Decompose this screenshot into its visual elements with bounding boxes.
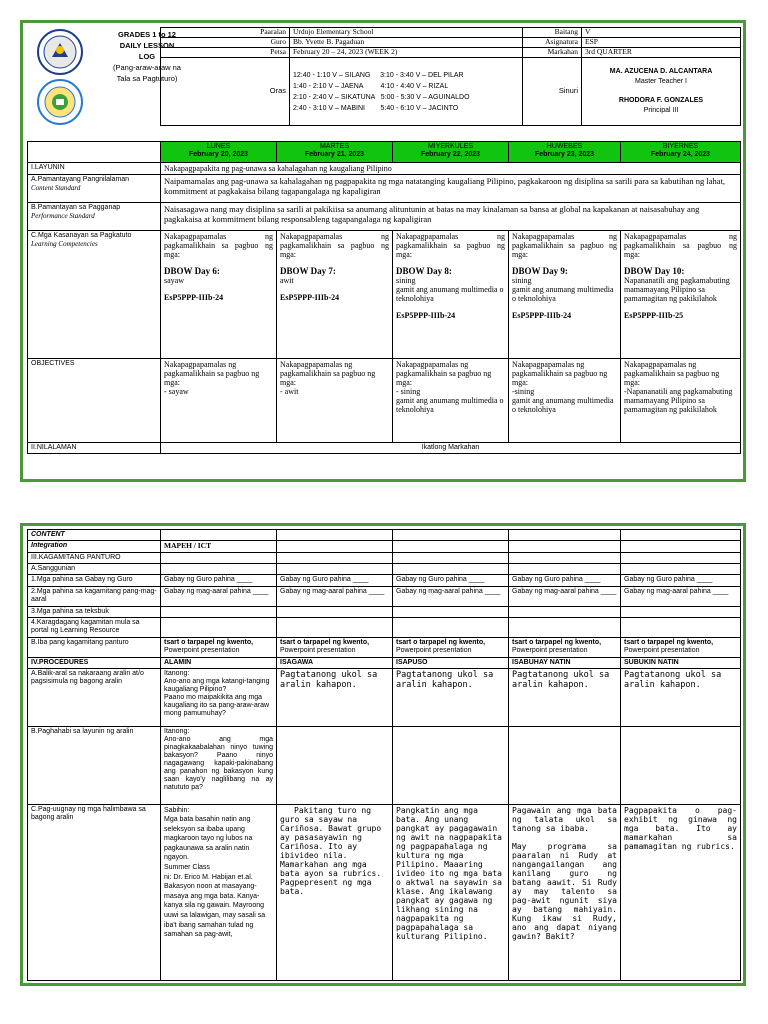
mag-aaral-label: 2.Mga pahina sa kagamitang pang-mag-aaral <box>28 586 161 606</box>
day-name: LUNES <box>206 143 231 150</box>
day-header-huwebes <box>509 142 621 163</box>
objective-cell: Nakapagpapamalas ng pagkamalikhain sa pagbuo ng mga: -Napananatili ang pagkamabuting mamamayang Pilipino sa pamamagitan ng pakikilahok <box>621 359 741 443</box>
competency-day: DBOW Day 9: <box>512 266 568 276</box>
header-info-grid <box>160 27 741 126</box>
empty-cell <box>161 563 277 574</box>
row-b-cell: Itanong: Ano-ano ang mga pinagkakaabalahan ninyo tuwing bakasyon? Paano ninyo nagagawang kapaki-pakinabang ang panahon ng bakasyon kung saan kayo'y naglilibang na ay natututo pa? <box>161 726 277 804</box>
content-standard-value: Naipamamalas ang pag-unawa sa kahalagahan ng pagpapakita ng mga natatanging kaugaliang Pilipino, pagkakaroon ng disiplina sa sarili para sa kabutihan ng lahat, kommitment at pagkakaisa bilang tagapangalaga ng kapaligiran <box>161 175 741 203</box>
empty-cell <box>161 530 277 541</box>
day-name: MARTES <box>319 143 350 150</box>
oras-line: 2:10 - 2:40 V – SIKATUNA 5:00 - 5:30 V – AGUINALDO <box>293 93 470 101</box>
row-b-cell <box>393 726 509 804</box>
guro-pahina-cell: Gabay ng Guro pahina ____ <box>277 574 393 586</box>
content-standard-label-text: A.Pamantayang Pangnilalaman <box>31 176 130 183</box>
lesson-log-page-1 <box>20 20 746 482</box>
sinuri-name-1: MA. AZUCENA D. ALCANTARA <box>609 68 713 75</box>
competency-intro: Nakapagpapamalas ng pagkamalikhain sa pagbuo ng mga: <box>512 232 617 259</box>
empty-cell <box>393 617 509 637</box>
objective-cell: Nakapagpapamalas ng pagkamalikhain sa pagbuo ng mga: - sayaw <box>161 359 277 443</box>
school-seal-icon <box>37 79 83 125</box>
empty-cell <box>509 530 621 541</box>
row-a-cell: Pagtatanong ukol sa aralin kahapon. <box>509 668 621 726</box>
sinuri-title-2: Principal III <box>643 107 679 114</box>
empty-cell <box>277 606 393 617</box>
nilalaman-value: Ikatlong Markahan <box>161 443 741 454</box>
competencies-label <box>28 231 161 359</box>
sinuri-title-1: Master Teacher I <box>634 78 687 85</box>
competency-code: EsP5PPP-IIIb-24 <box>164 293 224 302</box>
empty-cell <box>509 606 621 617</box>
objective-cell: Nakapagpapamalas ng pagkamalikhain sa pagbuo ng mga: - sining gamit ang anumang multimedia o teknolohiya <box>393 359 509 443</box>
oras-label: Oras <box>161 58 290 126</box>
content-label: CONTENT <box>28 530 161 541</box>
performance-standard-label <box>28 203 161 231</box>
objectives-label: OBJECTIVES <box>28 359 161 443</box>
layunin-label: I.LAYUNIN <box>28 163 161 175</box>
objective-cell: Nakapagpapamalas ng pagkamalikhain sa pagbuo ng mga: - awit <box>277 359 393 443</box>
guro-pahina-label: 1.Mga pahina sa Gabay ng Guro <box>28 574 161 586</box>
empty-cell <box>509 541 621 553</box>
asignatura-value: ESP <box>582 38 741 48</box>
objective-cell: Nakapagpapamalas ng pagkamalikhain sa pagbuo ng mga: -sining gamit ang anumang multimedia o teknolohiya <box>509 359 621 443</box>
row-c <box>28 804 741 980</box>
iba-pang-kagamitan-cell <box>277 637 393 657</box>
empty-cell <box>621 541 741 553</box>
row-c-label: C.Pag-uugnay ng mga halimbawa sa bagong aralin <box>28 804 161 980</box>
row-a-cell: Pagtatanong ukol sa aralin kahapon. <box>277 668 393 726</box>
row-a <box>28 668 741 726</box>
guro-pahina-cell: Gabay ng Guro pahina ____ <box>621 574 741 586</box>
competency-day: DBOW Day 8: <box>396 266 452 276</box>
iba-line-2: Powerpoint presentation <box>512 646 588 654</box>
day-header-miyerkules <box>393 142 509 163</box>
iba-pang-kagamitan-cell <box>621 637 741 657</box>
empty-cell <box>509 552 621 563</box>
iba-line-2: Powerpoint presentation <box>624 646 700 654</box>
sanggunian-label: A.Sanggunian <box>28 563 161 574</box>
phase-isabuhay-natin: ISABUHAY NATIN <box>509 657 621 668</box>
empty-cell <box>621 606 741 617</box>
teksbuk-label: 3.Mga pahina sa teksbuk <box>28 606 161 617</box>
guro-pahina-cell: Gabay ng Guro pahina ____ <box>509 574 621 586</box>
day-header-biyernes <box>621 142 741 163</box>
day-name: HUWEBES <box>546 143 583 150</box>
competency-code: EsP5PPP-IIIb-24 <box>280 293 340 302</box>
row-c-cell: Pagawain ang mga bata ng talata ukol sa tanong sa ibaba. May programa sa paaralan ni Rudy at nangangailangan ang kanilang guro ng batang aawit. Si Rudy ay may talento sa pag-awit ngunit siya ay batang mahiyain. Kung ikaw si Rudy, ano ang dapat niyang gawin? Bakit? <box>509 804 621 980</box>
day-header-martes <box>277 142 393 163</box>
layunin-value: Nakapagpapakita ng pag-unawa sa kahalagahan ng kaugaliang Pilipino <box>161 163 741 175</box>
empty-cell <box>393 606 509 617</box>
iba-line-1: tsart o tarpapel ng kwento, <box>396 638 486 646</box>
competency-cell <box>277 231 393 359</box>
row-a-cell: Itanong: Ano-ano ang mga katangi-tanging kaugaliang Pilipino? Paano mo maipakikita ang mga kaugaliang ito sa pang-araw-araw mong pamumuhay? <box>161 668 277 726</box>
objectives-row <box>28 359 741 443</box>
row-a-cell: Pagtatanong ukol sa aralin kahapon. <box>393 668 509 726</box>
competency-code: EsP5PPP-IIIb-25 <box>624 311 684 320</box>
competency-day: DBOW Day 10: <box>624 266 685 276</box>
nilalaman-label: II.NILALAMAN <box>28 443 161 454</box>
performance-standard-value: Naisasagawa nang may disiplina sa sarili at pakikiisa sa anumang alituntunin at batas na may kinalaman sa bansa at global na kapakanan at naisasabuhay ang pagkakaisa at kommitment bilang responsableng tagapangalaga ng kapaligiran <box>161 203 741 231</box>
phase-isapuso: ISAPUSO <box>393 657 509 668</box>
empty-cell <box>161 617 277 637</box>
empty-cell <box>277 617 393 637</box>
day-date: February 22, 2023 <box>420 151 481 158</box>
competency-item: sayaw <box>164 276 184 285</box>
asignatura-label: Asignatura <box>523 38 582 48</box>
day-date: February 23, 2023 <box>534 151 595 158</box>
markahan-value: 3rd QUARTER <box>582 48 741 58</box>
grades-label: GRADES 1 to 12 <box>118 30 176 39</box>
empty-cell <box>277 552 393 563</box>
phase-alamin: ALAMIN <box>161 657 277 668</box>
empty-cell <box>621 563 741 574</box>
empty-cell <box>393 552 509 563</box>
integration-label: Integration <box>28 541 161 553</box>
guro-value: Bb. Yvette B. Pagaduan <box>290 38 523 48</box>
content-standard-label <box>28 175 161 203</box>
empty-cell <box>161 606 277 617</box>
competencies-label-en: Learning Competencies <box>31 240 98 248</box>
petsa-label: Petsa <box>161 48 290 58</box>
row-c-cell: Pakitang turo ng guro sa sayaw na Cariñosa. Bawat grupo ay pasasayawin ng Cariñosa. Ito ay ibivideo nila. Mamarkahan ang mga bata ayon sa rubrics. Pagpepresent ng mga bata. <box>277 804 393 980</box>
markahan-label: Markahan <box>523 48 582 58</box>
empty-cell <box>621 530 741 541</box>
mag-aaral-cell: Gabay ng mag-aaral pahina ____ <box>277 586 393 606</box>
row-b-cell <box>277 726 393 804</box>
day-name: MIYERKULES <box>427 143 474 150</box>
iba-line-1: tsart o tarpapel ng kwento, <box>164 638 254 646</box>
day-date: February 20, 2023 <box>188 151 249 158</box>
mag-aaral-cell: Gabay ng mag-aaral pahina ____ <box>393 586 509 606</box>
empty-cell <box>621 617 741 637</box>
kagamitan-label: III.KAGAMITANG PANTURO <box>28 552 161 563</box>
competency-cell <box>509 231 621 359</box>
sinuri-label: Sinuri <box>523 58 582 126</box>
day-name: BIYERNES <box>662 143 699 150</box>
day-header-row <box>28 142 741 163</box>
oras-line: 1:40 - 2:10 V – JAENA 4:10 - 4:40 V – RIZAL <box>293 82 449 90</box>
competency-day: DBOW Day 6: <box>164 266 220 276</box>
competency-cell <box>621 231 741 359</box>
day-date: February 21, 2023 <box>304 151 365 158</box>
empty-cell <box>277 541 393 553</box>
lesson-table-page-2 <box>27 529 741 981</box>
baitang-value: V <box>582 28 741 38</box>
lesson-table-page-1 <box>27 141 741 454</box>
oras-schedule <box>290 58 523 126</box>
competency-intro: Nakapagpapamalas ng pagkamalikhain sa pagbuo ng mga: <box>396 232 505 259</box>
row-a-cell: Pagtatanong ukol sa aralin kahapon. <box>621 668 741 726</box>
empty-cell <box>509 617 621 637</box>
performance-standard-label-en: Performance Standard <box>31 212 95 220</box>
iba-line-1: tsart o tarpapel ng kwento, <box>280 638 370 646</box>
competency-code: EsP5PPP-IIIb-24 <box>512 311 572 320</box>
row-c-cell: Pagpapakita o pag-exhibit ng ginawa ng mga bata. Ito ay mamarkahan sa pamamagitan ng rubrics. <box>621 804 741 980</box>
competency-intro: Nakapagpapamalas ng pagkamalikhain sa pagbuo ng mga: <box>164 232 273 259</box>
iba-line-2: Powerpoint presentation <box>280 646 356 654</box>
empty-cell <box>393 541 509 553</box>
lesson-log-page-2 <box>20 523 746 986</box>
empty-cell <box>509 563 621 574</box>
mag-aaral-cell: Gabay ng mag-aaral pahina ____ <box>161 586 277 606</box>
empty-cell <box>277 563 393 574</box>
deped-seal-icon <box>37 29 83 75</box>
competency-item: sining gamit ang anumang multimedia o teknolohiya <box>512 276 614 303</box>
empty-cell <box>393 530 509 541</box>
row-c-cell: Sabihin: Mga bata basahin natin ang seleksyon sa ibaba upang magkaroon tayo ng lubos na pagkaunawa sa aralin natin ngayon. Summer Class ni: Dr. Erico M. Habijan et.al. Bakasyon noon at masayang-masaya ang mga bata. Kanya-kanya sila ng gawain. Mayroong uuwi sa lalawigan, may sasali sa iba't ibang samahan tulad ng samahan sa pag-awit, <box>161 804 277 980</box>
performance-standard-label-text: B.Pamantayan sa Pagganap <box>31 204 121 211</box>
guro-pahina-cell: Gabay ng Guro pahina ____ <box>161 574 277 586</box>
day-header-lunes <box>161 142 277 163</box>
lr-portal-label: 4.Karagdagang kagamitan mula sa portal ng Learning Resource <box>28 617 161 637</box>
guro-pahina-cell: Gabay ng Guro pahina ____ <box>393 574 509 586</box>
competencies-label-text: C.Mga Kasanayan sa Pagkatuto <box>31 232 132 239</box>
empty-cell <box>621 552 741 563</box>
iba-pang-kagamitan-cell <box>161 637 277 657</box>
row-b-cell <box>509 726 621 804</box>
procedures-header-row <box>28 657 741 668</box>
iba-pang-kagamitan-label: B.Iba pang kagamitang panturo <box>28 637 161 657</box>
competency-item: awit <box>280 276 294 285</box>
competency-item: Napananatili ang pagkamabuting mamamayang Pilipino sa pamamagitan ng pakikilahok <box>624 276 730 303</box>
empty-cell <box>393 563 509 574</box>
paaralan-value: Urdujo Elementary School <box>290 28 523 38</box>
mag-aaral-cell: Gabay ng mag-aaral pahina ____ <box>621 586 741 606</box>
baitang-label: Baitang <box>523 28 582 38</box>
row-b <box>28 726 741 804</box>
empty-cell <box>277 530 393 541</box>
competency-cell <box>393 231 509 359</box>
competencies-row <box>28 231 741 359</box>
row-b-label: B.Paghahabi sa layunin ng aralin <box>28 726 161 804</box>
mag-aaral-cell: Gabay ng mag-aaral pahina ____ <box>509 586 621 606</box>
competency-code: EsP5PPP-IIIb-24 <box>396 311 456 320</box>
phase-isagawa: ISAGAWA <box>277 657 393 668</box>
empty-cell <box>161 552 277 563</box>
sinuri-block <box>582 58 741 126</box>
tala-label: (Pang-araw-araw na Tala sa Pagtuturo) <box>113 63 181 83</box>
procedures-label: IV.PROCEDURES <box>28 657 161 668</box>
iba-line-1: tsart o tarpapel ng kwento, <box>624 638 714 646</box>
integration-value: MAPEH / ICT <box>161 541 277 553</box>
competency-day: DBOW Day 7: <box>280 266 336 276</box>
daily-lesson-log-label: DAILY LESSON LOG <box>119 41 175 61</box>
iba-line-2: Powerpoint presentation <box>164 646 240 654</box>
phase-subukin-natin: SUBUKIN NATIN <box>621 657 741 668</box>
iba-pang-kagamitan-cell <box>393 637 509 657</box>
guro-label: Guro <box>161 38 290 48</box>
oras-line: 12:40 - 1:10 V – SILANG 3:10 - 3:40 V – DEL PILAR <box>293 71 464 79</box>
blank-header-cell <box>28 142 161 163</box>
iba-line-1: tsart o tarpapel ng kwento, <box>512 638 602 646</box>
competency-intro: Nakapagpapamalas ng pagkamalikhain sa pagbuo ng mga: <box>280 232 389 259</box>
petsa-value: February 20 – 24, 2023 (WEEK 2) <box>290 48 523 58</box>
row-c-cell: Pangkatin ang mga bata. Ang unang pangkat ay pagagawain ng awit na nagpapakita ng pagpapahalaga ng kultura ng mga Pilipino. Maaaring ivideo ito ng mga bata o aktwal na sayawin sa klase. Ang ikalawang pangkat ay gagawa ng likhang sining na nagpapakita ng pagpapahalaga sa kulturang Pilipino. <box>393 804 509 980</box>
paaralan-label: Paaralan <box>161 28 290 38</box>
row-a-label: A.Balik-aral sa nakaraang aralin at/o pagsisimula ng bagong aralin <box>28 668 161 726</box>
competency-item: sining gamit ang anumang multimedia o teknolohiya <box>396 276 504 303</box>
content-standard-label-en: Content Standard <box>31 184 81 192</box>
iba-line-2: Powerpoint presentation <box>396 646 472 654</box>
iba-pang-kagamitan-cell <box>509 637 621 657</box>
competency-intro: Nakapagpapamalas ng pagkamalikhain sa pagbuo ng mga: <box>624 232 737 259</box>
oras-line: 2:40 - 3:10 V – MABINI 5:40 - 6:10 V – JACINTO <box>293 104 459 112</box>
sinuri-name-2: RHODORA F. GONZALES <box>618 97 704 104</box>
row-b-cell <box>621 726 741 804</box>
competency-cell <box>161 231 277 359</box>
day-date: February 24, 2023 <box>650 151 711 158</box>
